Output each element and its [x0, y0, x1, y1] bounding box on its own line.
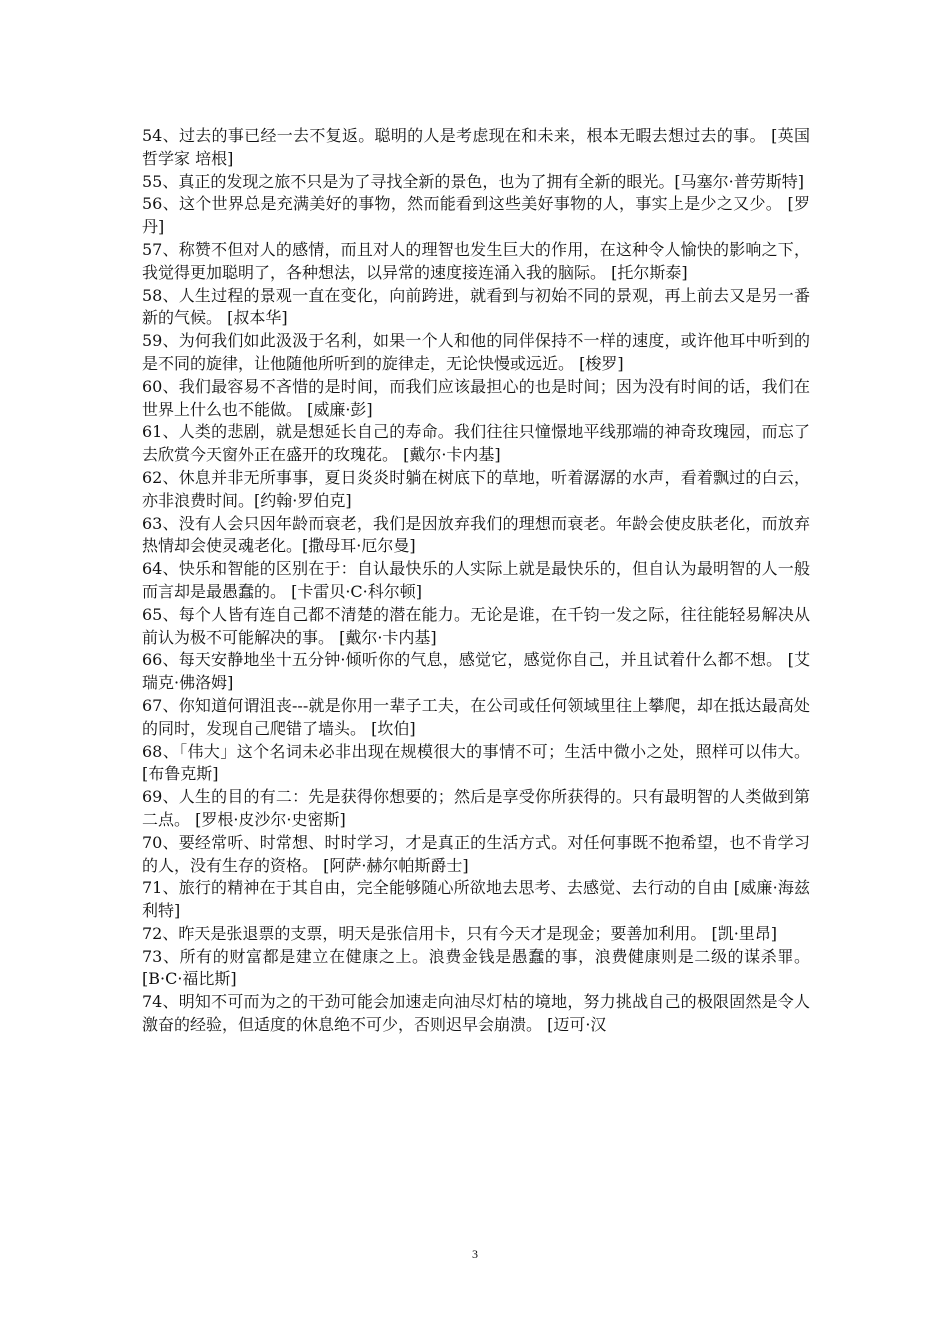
quote-list — [142, 125, 810, 1037]
quote-entry-63: 63、没有人会只因年龄而衰老，我们是因放弃我们的理想而衰老。年龄会使皮肤老化，而放弃热情却会使灵魂老化。[撒母耳·厄尔曼] — [142, 513, 810, 556]
quote-entry-74: 74、明知不可而为之的干劲可能会加速走向油尽灯枯的境地，努力挑战自己的极限固然是令人激奋的经验，但适度的休息绝不可少，否则迟早会崩溃。 [迈可·汉 — [142, 992, 810, 1035]
quote-entry-71: 71、旅行的精神在于其自由，完全能够随心所欲地去思考、去感觉、去行动的自由 [威廉·海兹利特] — [142, 878, 810, 921]
quote-entry-58: 58、人生过程的景观一直在变化，向前跨进，就看到与初始不同的景观，再上前去又是另一番新的气候。 [叔本华] — [142, 285, 810, 328]
quote-entry-67: 67、你知道何谓沮丧---就是你用一辈子工夫，在公司或任何领域里往上攀爬，却在抵达最高处的同时，发现自己爬错了墙头。 [坎伯] — [142, 695, 810, 738]
quote-entry-61: 61、人类的悲剧，就是想延长自己的寿命。我们往往只憧憬地平线那端的神奇玫瑰园，而忘了去欣赏今天窗外正在盛开的玫瑰花。 [戴尔·卡内基] — [142, 422, 810, 465]
quote-entry-55: 55、真正的发现之旅不只是为了寻找全新的景色，也为了拥有全新的眼光。[马塞尔·普劳斯特] — [142, 171, 804, 191]
quote-entry-66: 66、每天安静地坐十五分钟·倾听你的气息，感觉它，感觉你自己，并且试着什么都不想。 [艾瑞克·佛洛姆] — [142, 650, 810, 693]
page-number: 3 — [472, 1247, 478, 1261]
quote-entry-62: 62、休息并非无所事事，夏日炎炎时躺在树底下的草地，听着潺潺的水声，看着飘过的白云，亦非浪费时间。[约翰·罗伯克] — [142, 467, 810, 510]
quote-entry-57: 57、称赞不但对人的感情，而且对人的理智也发生巨大的作用，在这种令人愉快的影响之下，我觉得更加聪明了，各种想法，以异常的速度接连涌入我的脑际。 [托尔斯泰] — [142, 239, 810, 282]
quote-entry-59: 59、为何我们如此汲汲于名利，如果一个人和他的同伴保持不一样的速度，或许他耳中听到的是不同的旋律，让他随他所听到的旋律走，无论快慢或远近。 [梭罗] — [142, 331, 810, 373]
quote-entry-65: 65、每个人皆有连自己都不清楚的潜在能力。无论是谁，在千钧一发之际，往往能轻易解决从前认为极不可能解决的事。 [戴尔·卡内基] — [142, 604, 810, 647]
quote-entry-56: 56、这个世界总是充满美好的事物，然而能看到这些美好事物的人，事实上是少之又少。 [罗丹] — [142, 194, 810, 237]
quote-entry-68: 68、「伟大」这个名词未必非出现在规模很大的事情不可；生活中微小之处，照样可以伟大。 [布鲁克斯] — [142, 741, 810, 784]
quote-entry-64: 64、快乐和智能的区别在于：自认最快乐的人实际上就是最快乐的，但自认为最明智的人一般而言却是最愚蠢的。 [卡雷贝·C·科尔顿] — [142, 559, 810, 601]
quote-entry-70: 70、要经常听、时常想、时时学习，才是真正的生活方式。对任何事既不抱希望，也不肯学习的人，没有生存的资格。 [阿萨·赫尔帕斯爵士] — [142, 832, 810, 875]
quote-entry-60: 60、我们最容易不吝惜的是时间，而我们应该最担心的也是时间；因为没有时间的话，我们在世界上什么也不能做。 [威廉·彭] — [142, 376, 810, 419]
quote-entry-72: 72、昨天是张退票的支票，明天是张信用卡，只有今天才是现金；要善加利用。 [凯·里昂] — [142, 923, 778, 943]
quote-entry-54: 54、过去的事已经一去不复返。聪明的人是考虑现在和未来，根本无暇去想过去的事。 [英国哲学家 培根] — [142, 126, 810, 168]
quote-entry-73: 73、所有的财富都是建立在健康之上。浪费金钱是愚蠢的事，浪费健康则是二级的谋杀罪。[B·C·福比斯] — [142, 946, 810, 989]
quote-entry-69: 69、人生的目的有二：先是获得你想要的；然后是享受你所获得的。只有最明智的人类做到第二点。 [罗根·皮沙尔·史密斯] — [142, 787, 810, 829]
